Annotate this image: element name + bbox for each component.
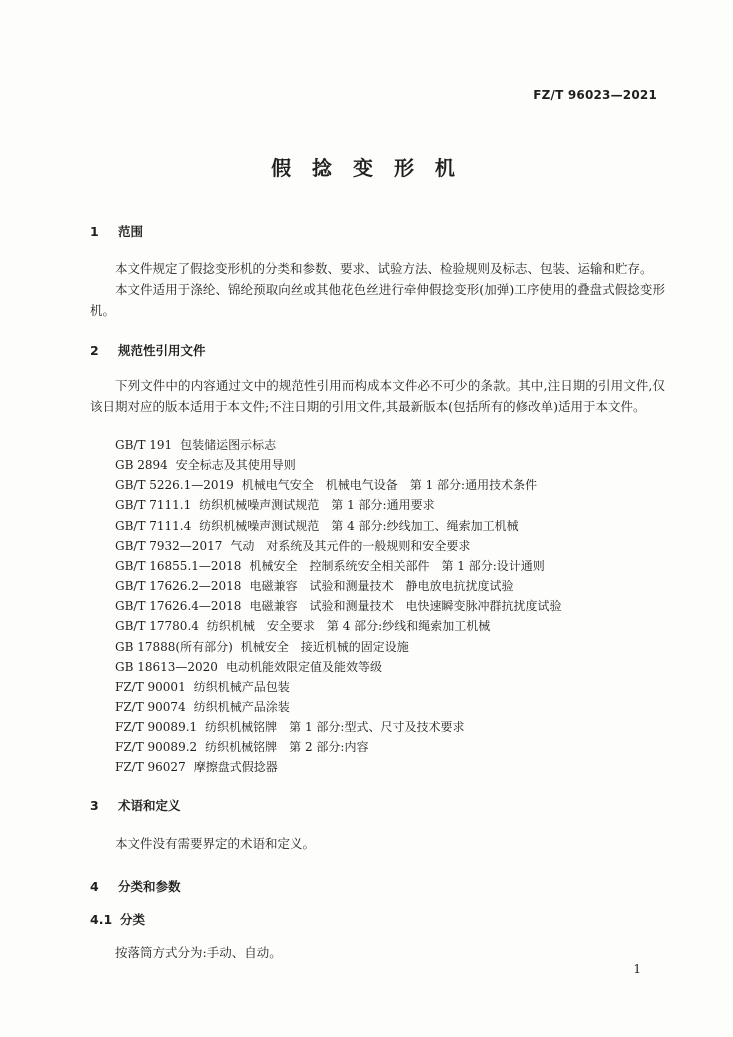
standard-code: FZ/T 96023—2021	[533, 88, 657, 102]
reference-item	[115, 538, 470, 555]
reference-item	[115, 497, 435, 514]
reference-title: 机械安全 控制系统安全相关部件 第 1 部分:设计通则	[249, 558, 545, 573]
reference-code: GB 18613—2020	[115, 659, 218, 674]
section-title: 分类和参数	[118, 879, 181, 894]
reference-code: FZ/T 90089.1	[115, 720, 198, 735]
subsection-4-1-heading	[90, 910, 145, 928]
reference-item	[115, 618, 490, 635]
reference-title: 电磁兼容 试验和测量技术 电快速瞬变脉冲群抗扰度试验	[249, 599, 562, 614]
reference-title: 安全标志及其使用导则	[175, 458, 296, 473]
section-number: 3	[90, 798, 99, 813]
reference-title: 机械安全 接近机械的固定设施	[240, 639, 409, 654]
reference-title: 纺织机械铭牌 第 1 部分:型式、尺寸及技术要求	[205, 720, 465, 735]
reference-code: GB/T 17626.2—2018	[115, 579, 242, 593]
reference-item	[115, 659, 382, 676]
section-3-heading	[90, 796, 181, 814]
reference-item	[115, 558, 545, 575]
reference-item	[115, 578, 513, 595]
section-number: 1	[90, 224, 99, 239]
reference-code: FZ/T 96027	[115, 760, 186, 775]
reference-code: GB/T 7111.1	[115, 498, 192, 513]
reference-title: 气动 对系统及其元件的一般规则和安全要求	[230, 538, 471, 553]
document-title: 假 捻 变 形 机	[271, 156, 462, 180]
reference-item	[115, 699, 290, 716]
section-2-intro: 下列文件中的内容通过文中的规范性引用而构成本文件必不可少的条款。其中,注日期的引用文件,仅该日期对应的版本适用于本文件;不注日期的引用文件,其最新版本(包括所有的修改单)适用于本文件。	[90, 378, 665, 414]
section-3-paragraph-1: 本文件没有需要界定的术语和定义。	[115, 836, 316, 851]
reference-title: 纺织机械 安全要求 第 4 部分:纱线和绳索加工机械	[206, 619, 491, 634]
reference-code: GB/T 17780.4	[115, 619, 199, 634]
reference-title: 电磁兼容 试验和测量技术 静电放电抗扰度试验	[249, 579, 514, 593]
reference-title: 纺织机械产品涂装	[193, 700, 290, 714]
reference-title: 纺织机械噪声测试规范 第 4 部分:纱线加工、绳索加工机械	[199, 518, 519, 533]
subsection-title: 分类	[120, 912, 146, 927]
subsection-4-1-paragraph: 按落筒方式分为:手动、自动。	[115, 945, 282, 960]
section-title: 范围	[118, 224, 144, 239]
reference-code: FZ/T 90074	[115, 700, 186, 714]
reference-code: GB 2894	[115, 458, 168, 473]
reference-item	[115, 598, 561, 615]
section-1-paragraph-1: 本文件规定了假捻变形机的分类和参数、要求、试验方法、检验规则及标志、包装、运输和贮存。	[115, 261, 653, 276]
reference-code: GB/T 16855.1—2018	[115, 558, 242, 573]
reference-item	[115, 739, 368, 756]
reference-title: 摩擦盘式假捻器	[193, 760, 278, 775]
section-title: 规范性引用文件	[118, 343, 206, 358]
reference-item	[115, 457, 296, 474]
section-number: 2	[90, 343, 99, 358]
reference-item	[115, 639, 409, 656]
reference-item	[115, 437, 276, 454]
reference-code: GB/T 5226.1—2019	[115, 478, 234, 493]
section-2-heading	[90, 341, 206, 359]
reference-code: GB/T 7932—2017	[115, 538, 223, 553]
reference-code: GB/T 7111.4	[115, 518, 192, 533]
reference-title: 纺织机械铭牌 第 2 部分:内容	[205, 740, 369, 755]
reference-item	[115, 518, 519, 535]
reference-item	[115, 719, 464, 736]
reference-code: GB/T 191	[115, 438, 173, 452]
reference-title: 纺织机械噪声测试规范 第 1 部分:通用要求	[199, 498, 435, 513]
reference-title: 电动机能效限定值及能效等级	[225, 659, 382, 674]
reference-code: GB/T 17626.4—2018	[115, 599, 242, 614]
reference-item	[115, 759, 278, 776]
reference-code: FZ/T 90001	[115, 679, 186, 694]
reference-code: FZ/T 90089.2	[115, 740, 198, 755]
section-1-paragraph-2: 本文件适用于涤纶、锦纶预取向丝或其他花色丝进行牵伸假捻变形(加弹)工序使用的叠盘式假捻变形机。	[90, 282, 665, 318]
reference-item	[115, 477, 537, 494]
section-4-heading	[90, 877, 181, 895]
reference-title: 纺织机械产品包装	[193, 679, 290, 694]
section-number: 4	[90, 879, 99, 894]
reference-title: 机械电气安全 机械电气设备 第 1 部分:通用技术条件	[241, 478, 538, 493]
section-1-heading	[90, 222, 143, 240]
reference-item	[115, 679, 290, 696]
reference-title: 包装储运图示标志	[180, 438, 277, 452]
reference-code: GB 17888(所有部分)	[115, 639, 233, 654]
subsection-number: 4.1	[90, 912, 113, 927]
section-title: 术语和定义	[118, 798, 181, 813]
page-number: 1	[633, 962, 641, 976]
